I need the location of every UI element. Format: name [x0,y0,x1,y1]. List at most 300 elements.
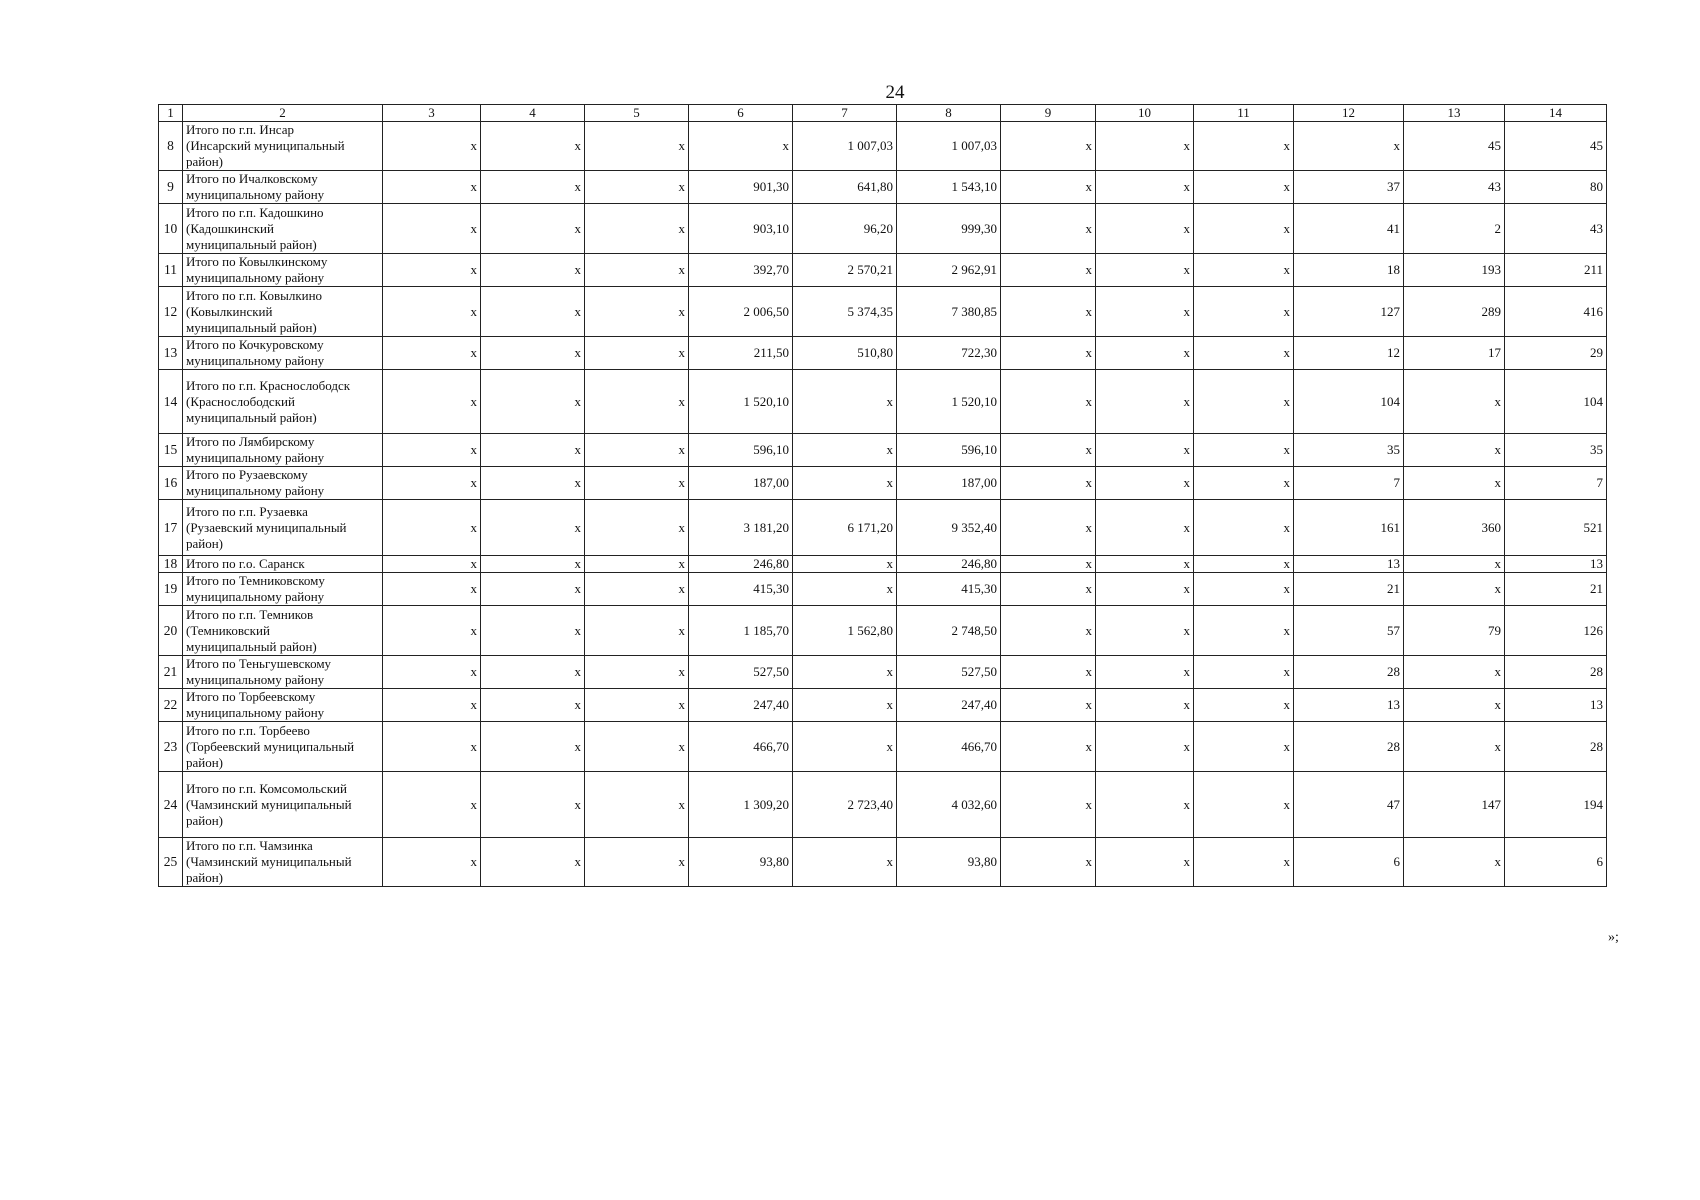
value-cell: x [793,656,897,689]
value-cell: x [383,722,481,772]
column-header: 9 [1001,105,1096,122]
territory-name [183,287,383,337]
value-cell: 104 [1294,370,1404,434]
column-header: 12 [1294,105,1404,122]
value-cell: x [1001,467,1096,500]
value-cell: 7 380,85 [897,287,1001,337]
value-cell: 187,00 [897,467,1001,500]
value-cell: x [1001,287,1096,337]
table-body [159,122,1607,887]
value-cell: 29 [1505,337,1607,370]
value-cell: x [383,656,481,689]
value-cell: x [1096,467,1194,500]
value-cell: 13 [1505,556,1607,573]
table-row [159,606,1607,656]
territory-name-line: муниципальный район) [186,638,317,654]
territory-name-line: (Ковылкинский [186,303,273,319]
territory-name [183,370,383,434]
value-cell: 93,80 [897,838,1001,887]
territory-name-line: (Темниковский [186,622,270,638]
value-cell: x [1404,370,1505,434]
value-cell: 126 [1505,606,1607,656]
value-cell: x [383,204,481,254]
value-cell: x [481,656,585,689]
territory-name-line: муниципальному району [186,672,325,687]
value-cell: x [1001,556,1096,573]
row-number: 16 [159,467,183,500]
value-cell: x [793,573,897,606]
value-cell: 1 309,20 [689,772,793,838]
value-cell: 2 006,50 [689,287,793,337]
column-header: 7 [793,105,897,122]
table-row [159,171,1607,204]
row-number: 9 [159,171,183,204]
value-cell: x [1001,606,1096,656]
column-header: 8 [897,105,1001,122]
value-cell: x [585,689,689,722]
column-header: 4 [481,105,585,122]
value-cell: x [1194,254,1294,287]
column-header: 1 [159,105,183,122]
value-cell: 901,30 [689,171,793,204]
value-cell: 47 [1294,772,1404,838]
row-number: 20 [159,606,183,656]
value-cell: x [1001,171,1096,204]
value-cell: x [1001,254,1096,287]
value-cell: x [1001,689,1096,722]
value-cell: 12 [1294,337,1404,370]
value-cell: x [1194,204,1294,254]
value-cell: 37 [1294,171,1404,204]
value-cell: x [481,606,585,656]
value-cell: x [585,772,689,838]
value-cell: x [585,287,689,337]
value-cell: x [481,254,585,287]
value-cell: x [383,434,481,467]
value-cell: x [585,337,689,370]
table-row [159,434,1607,467]
territory-name-line: муниципальному району [186,353,325,368]
table-row [159,573,1607,606]
territory-name-line: Итого по Лямбирскому [186,434,315,449]
value-cell: x [1096,772,1194,838]
territory-name [183,171,383,204]
table-row [159,656,1607,689]
territory-name [183,122,383,171]
value-cell: x [1001,337,1096,370]
value-cell: x [585,370,689,434]
territory-name [183,556,383,573]
value-cell: x [585,500,689,556]
territory-name [183,434,383,467]
row-number: 24 [159,772,183,838]
territory-name-line: муниципальный район) [186,409,317,425]
value-cell: 43 [1505,204,1607,254]
column-header: 14 [1505,105,1607,122]
table-row [159,254,1607,287]
value-cell: x [1194,171,1294,204]
row-number: 17 [159,500,183,556]
value-cell: x [481,287,585,337]
value-cell: 596,10 [897,434,1001,467]
value-cell: x [1096,287,1194,337]
table-row [159,772,1607,838]
row-number: 8 [159,122,183,171]
value-cell: 246,80 [897,556,1001,573]
value-cell: 6 171,20 [793,500,897,556]
territory-name-line: Итого по Кочкуровскому [186,337,324,352]
table-row [159,337,1607,370]
value-cell: x [1194,287,1294,337]
territory-name-line: Итого по Торбеевскому [186,689,316,704]
territory-name [183,772,383,838]
value-cell: 360 [1404,500,1505,556]
value-cell: x [383,500,481,556]
value-cell: x [1404,722,1505,772]
value-cell: x [585,573,689,606]
value-cell: x [1194,434,1294,467]
value-cell: x [1404,434,1505,467]
table-row [159,722,1607,772]
territory-name-line: район) [186,154,224,169]
value-cell: 7 [1294,467,1404,500]
value-cell: 596,10 [689,434,793,467]
page-number: 24 [885,82,905,103]
value-cell: 2 723,40 [793,772,897,838]
value-cell: x [585,656,689,689]
value-cell: x [1194,689,1294,722]
value-cell: x [481,500,585,556]
value-cell: 415,30 [897,573,1001,606]
territory-name-line: Итого по г.п. Рузаевка [186,503,308,519]
value-cell: 161 [1294,500,1404,556]
value-cell: 5 374,35 [793,287,897,337]
value-cell: 247,40 [897,689,1001,722]
value-cell: x [1194,467,1294,500]
value-cell: x [1096,606,1194,656]
territory-name-line: (Торбеевский муниципальный [186,738,355,754]
value-cell: 4 032,60 [897,772,1001,838]
value-cell: x [1001,838,1096,887]
territory-name [183,204,383,254]
row-number: 23 [159,722,183,772]
value-cell: x [481,556,585,573]
territory-name-line: (Краснослободский [186,393,295,409]
territory-name [183,467,383,500]
value-cell: x [585,838,689,887]
table-row [159,467,1607,500]
column-header: 5 [585,105,689,122]
value-cell: 45 [1505,122,1607,171]
row-number: 12 [159,287,183,337]
value-cell: 466,70 [897,722,1001,772]
value-cell: 527,50 [689,656,793,689]
territory-name-line: Итого по г.п. Темников [186,606,314,622]
territory-name-line: муниципальному району [186,705,325,720]
value-cell: x [1096,722,1194,772]
value-cell: x [793,467,897,500]
column-header: 6 [689,105,793,122]
value-cell: x [481,467,585,500]
value-cell: 6 [1505,838,1607,887]
value-cell: x [1194,838,1294,887]
data-table [158,104,1607,887]
column-header: 3 [383,105,481,122]
value-cell: x [1404,556,1505,573]
territory-name [183,722,383,772]
value-cell: 28 [1505,656,1607,689]
value-cell: x [383,689,481,722]
value-cell: x [1001,772,1096,838]
value-cell: x [1194,370,1294,434]
value-cell: 2 [1404,204,1505,254]
value-cell: x [481,722,585,772]
value-cell: x [689,122,793,171]
territory-name-line: Итого по Ичалковскому [186,171,318,186]
value-cell: 104 [1505,370,1607,434]
value-cell: 999,30 [897,204,1001,254]
value-cell: x [585,254,689,287]
territory-name-line: Итого по г.п. Краснослободск [186,377,351,393]
value-cell: x [383,772,481,838]
column-header: 13 [1404,105,1505,122]
territory-name-line: муниципальному району [186,450,325,465]
value-cell: x [1001,500,1096,556]
value-cell: x [481,434,585,467]
row-number: 14 [159,370,183,434]
value-cell: x [793,434,897,467]
value-cell: 641,80 [793,171,897,204]
value-cell: x [1096,556,1194,573]
value-cell: x [1096,434,1194,467]
value-cell: x [1001,434,1096,467]
territory-name-line: Итого по г.п. Ковылкино [186,287,323,303]
value-cell: 289 [1404,287,1505,337]
value-cell: x [1001,204,1096,254]
value-cell: x [1194,122,1294,171]
territory-name [183,337,383,370]
value-cell: x [481,122,585,171]
territory-name [183,689,383,722]
value-cell: x [585,171,689,204]
value-cell: 43 [1404,171,1505,204]
table-row [159,556,1607,573]
territory-name-line: (Чамзинский муниципальный [186,796,352,812]
value-cell: x [383,370,481,434]
row-number: 22 [159,689,183,722]
value-cell: 17 [1404,337,1505,370]
territory-name-line: муниципальный район) [186,236,317,252]
table-row [159,370,1607,434]
value-cell: x [1096,254,1194,287]
value-cell: 527,50 [897,656,1001,689]
value-cell: x [1194,500,1294,556]
territory-name-line: Итого по г.п. Торбеево [186,722,310,738]
territory-name-line: муниципальному району [186,483,325,498]
value-cell: x [1096,370,1194,434]
value-cell: x [481,838,585,887]
value-cell: 6 [1294,838,1404,887]
header-row [159,105,1607,122]
value-cell: 1 520,10 [689,370,793,434]
value-cell: x [793,370,897,434]
value-cell: 187,00 [689,467,793,500]
value-cell: x [1294,122,1404,171]
value-cell: x [1001,722,1096,772]
value-cell: 13 [1294,689,1404,722]
row-number: 25 [159,838,183,887]
value-cell: 903,10 [689,204,793,254]
value-cell: 1 543,10 [897,171,1001,204]
territory-name-line: Итого по Теньгушевскому [186,656,332,671]
row-number: 11 [159,254,183,287]
value-cell: 127 [1294,287,1404,337]
value-cell: x [1404,689,1505,722]
table-row [159,500,1607,556]
value-cell: x [1001,573,1096,606]
territory-name [183,254,383,287]
table-row [159,122,1607,171]
value-cell: x [383,337,481,370]
value-cell: 13 [1505,689,1607,722]
value-cell: 466,70 [689,722,793,772]
territory-name [183,573,383,606]
territory-name [183,838,383,887]
row-number: 21 [159,656,183,689]
value-cell: x [481,337,585,370]
value-cell: x [1001,656,1096,689]
territory-name [183,500,383,556]
value-cell: x [383,287,481,337]
territory-name-line: Итого по Рузаевскому [186,467,308,482]
value-cell: x [1194,772,1294,838]
value-cell: x [585,556,689,573]
value-cell: 18 [1294,254,1404,287]
value-cell: 211 [1505,254,1607,287]
value-cell: 193 [1404,254,1505,287]
value-cell: x [1096,171,1194,204]
value-cell: 1 007,03 [897,122,1001,171]
value-cell: x [585,606,689,656]
value-cell: 80 [1505,171,1607,204]
value-cell: x [1404,838,1505,887]
value-cell: x [1096,656,1194,689]
territory-name-line: район) [186,754,224,770]
row-number: 15 [159,434,183,467]
value-cell: 35 [1294,434,1404,467]
value-cell: x [1194,606,1294,656]
row-number: 19 [159,573,183,606]
value-cell: x [383,573,481,606]
value-cell: 415,30 [689,573,793,606]
value-cell: x [383,254,481,287]
value-cell: 41 [1294,204,1404,254]
value-cell: 194 [1505,772,1607,838]
territory-name-line: Итого по Темниковскому [186,573,325,588]
value-cell: 7 [1505,467,1607,500]
value-cell: 93,80 [689,838,793,887]
closing-quote-mark: »; [1608,930,1619,945]
territory-name [183,656,383,689]
value-cell: 96,20 [793,204,897,254]
territory-name-line: муниципальному району [186,589,325,604]
value-cell: 211,50 [689,337,793,370]
value-cell: x [481,573,585,606]
value-cell: x [481,171,585,204]
value-cell: x [585,434,689,467]
territory-name-line: район) [186,535,224,551]
value-cell: x [1404,467,1505,500]
value-cell: x [585,204,689,254]
value-cell: x [383,606,481,656]
value-cell: x [1194,573,1294,606]
value-cell: 21 [1294,573,1404,606]
value-cell: x [585,122,689,171]
table-row [159,689,1607,722]
value-cell: 1 520,10 [897,370,1001,434]
territory-name-line: Итого по Ковылкинскому [186,254,328,269]
table-row [159,287,1607,337]
value-cell: x [1404,656,1505,689]
value-cell: x [1096,204,1194,254]
value-cell: x [1404,573,1505,606]
value-cell: 247,40 [689,689,793,722]
value-cell: x [1096,838,1194,887]
value-cell: 28 [1505,722,1607,772]
value-cell: 35 [1505,434,1607,467]
value-cell: x [383,171,481,204]
value-cell: x [793,556,897,573]
territory-name-line: Итого по г.п. Комсомольский [186,780,347,796]
value-cell: x [1194,722,1294,772]
value-cell: x [383,556,481,573]
value-cell: 21 [1505,573,1607,606]
value-cell: 2 748,50 [897,606,1001,656]
value-cell: x [481,772,585,838]
value-cell: 2 570,21 [793,254,897,287]
territory-name-line: (Инсарский муниципальный [186,138,345,153]
value-cell: x [481,204,585,254]
value-cell: 1 185,70 [689,606,793,656]
value-cell: 79 [1404,606,1505,656]
value-cell: 9 352,40 [897,500,1001,556]
value-cell: x [1194,656,1294,689]
value-cell: x [1096,689,1194,722]
value-cell: 28 [1294,722,1404,772]
row-number: 13 [159,337,183,370]
territory-name-line: (Кадошкинский [186,220,274,236]
row-number: 10 [159,204,183,254]
column-header: 2 [183,105,383,122]
column-header: 11 [1194,105,1294,122]
value-cell: x [383,467,481,500]
territory-name-line: Итого по г.п. Кадошкино [186,204,324,220]
territory-name-line: муниципальный район) [186,319,317,335]
value-cell: x [1194,337,1294,370]
value-cell: 57 [1294,606,1404,656]
territory-name-line: муниципальному району [186,270,325,285]
territory-name-line: Итого по г.о. Саранск [186,556,305,571]
value-cell: x [793,722,897,772]
value-cell: 246,80 [689,556,793,573]
value-cell: 13 [1294,556,1404,573]
table-row [159,204,1607,254]
value-cell: x [1096,337,1194,370]
value-cell: 2 962,91 [897,254,1001,287]
value-cell: x [1001,370,1096,434]
value-cell: 28 [1294,656,1404,689]
value-cell: 1 007,03 [793,122,897,171]
